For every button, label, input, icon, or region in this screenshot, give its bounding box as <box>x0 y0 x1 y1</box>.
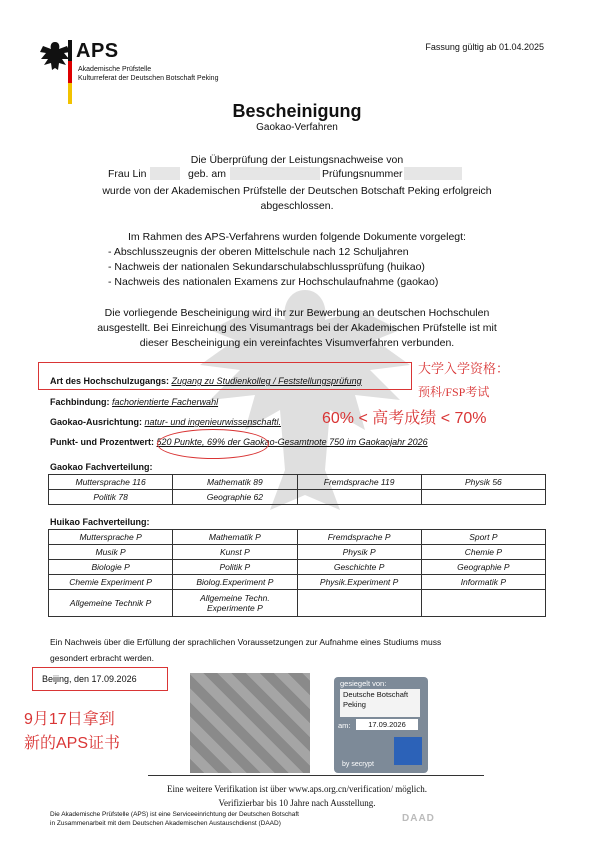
intro-line-4: abgeschlossen. <box>260 200 334 212</box>
gaokao-table <box>48 474 546 505</box>
table-row <box>49 490 546 505</box>
qr-code-blurred <box>190 673 310 773</box>
zugang-field <box>50 376 362 386</box>
table-cell: Mathematik P <box>173 530 297 545</box>
flag-stripes <box>68 40 72 104</box>
eagle-logo-icon <box>40 40 70 74</box>
ausrichtung-field <box>50 417 281 427</box>
fach-value: fachorientierte Facherwahl <box>112 397 219 407</box>
purpose-line-1: Die vorliegende Bescheinigung wird ihr zur Bewerbung an deutschen Hochschulen <box>104 307 490 319</box>
footer-org-note <box>50 810 299 828</box>
table-cell: Muttersprache P <box>49 530 173 545</box>
org-line-2: Kulturreferat der Deutschen Botschaft Peking <box>78 75 219 82</box>
table-cell: Geschichte P <box>297 560 421 575</box>
table-cell: Physik.Experiment P <box>297 575 421 590</box>
table-cell: Chemie Experiment P <box>49 575 173 590</box>
docs-intro: Im Rahmen des APS-Verfahrens wurden folgende Dokumente vorgelegt: <box>128 231 466 243</box>
fach-label: Fachbindung: <box>50 397 110 407</box>
intro-pruef: Prüfungsnummer <box>322 168 403 180</box>
document-title: Bescheinigung <box>232 101 362 121</box>
table-cell: Fremdsprache P <box>297 530 421 545</box>
intro-line-3: wurde von der Akademischen Prüfstelle der Deutschen Botschaft Peking erfolgreich <box>102 185 492 197</box>
annotation-note-2: 预科/FSP考试 <box>418 385 490 399</box>
intro-frau: Frau Lin <box>108 168 147 180</box>
footer-org-line-2: in Zusammenarbeit mit dem Deutschen Akademischen Austauschdienst (DAAD) <box>50 820 281 827</box>
footer-org-line-1: Die Akademische Prüfstelle (APS) ist eine Serviceeinrichtung der Deutschen Botschaft <box>50 811 299 818</box>
ausrichtung-label: Gaokao-Ausrichtung: <box>50 417 143 427</box>
table-row <box>49 575 546 590</box>
table-cell: Politik P <box>173 560 297 575</box>
footer-verification: Eine weitere Verifikation ist über www.aps.org.cn/verification/ möglich. <box>166 784 427 794</box>
docs-item-1: - Abschlusszeugnis der oberen Mittelschule nach 12 Schuljahren <box>108 246 409 258</box>
table-cell <box>297 490 421 505</box>
table-cell: Physik 56 <box>421 475 545 490</box>
zugang-value: Zugang zu Studienkolleg / Feststellungsprüfung <box>171 376 362 386</box>
gaokao-label: Gaokao Fachverteilung: <box>50 462 153 472</box>
document-subtitle: Gaokao-Verfahren <box>256 122 338 133</box>
footer-validity: Verifizierbar bis 10 Jahre nach Ausstellung. <box>218 798 376 808</box>
table-cell: Informatik P <box>421 575 545 590</box>
table-cell: Mathematik 89 <box>173 475 297 490</box>
docs-item-3: - Nachweis des nationalen Examens zur Hochschulaufnahme (gaokao) <box>108 276 439 288</box>
seal-by: by secrypt <box>342 761 374 768</box>
org-line-1: Akademische Prüfstelle <box>78 66 152 73</box>
annotation-note-5: 新的APS证书 <box>24 735 121 752</box>
redacted-birthdate <box>230 167 320 180</box>
docs-item-2: - Nachweis der nationalen Sekundarschulabschlussprüfung (huikao) <box>108 261 425 273</box>
sprach-line-2: gesondert erbracht werden. <box>50 653 154 663</box>
intro-geb: geb. am <box>188 168 226 180</box>
table-cell: Musik P <box>49 545 173 560</box>
daad-logo: DAAD <box>402 813 435 824</box>
annotation-note-4: 9月17日拿到 <box>24 711 115 728</box>
fach-field <box>50 397 218 407</box>
footer-divider <box>148 775 484 776</box>
version-date: Fassung gültig ab 01.04.2025 <box>425 42 544 52</box>
seal-org: Deutsche Botschaft Peking <box>340 689 420 717</box>
annotation-note-1: 大学入学资格： <box>418 361 510 376</box>
table-cell: Fremdsprache 119 <box>297 475 421 490</box>
table-cell: Allgemeine Technik P <box>49 590 173 617</box>
digital-seal <box>334 677 428 773</box>
table-cell: Kunst P <box>173 545 297 560</box>
place-date: Beijing, den 17.09.2026 <box>42 674 137 684</box>
table-cell: Politik 78 <box>49 490 173 505</box>
huikao-table <box>48 529 546 617</box>
table-row <box>49 560 546 575</box>
table-cell: Muttersprache 116 <box>49 475 173 490</box>
table-cell: Physik P <box>297 545 421 560</box>
seal-date: 17.09.2026 <box>356 719 418 730</box>
table-cell: Geographie 62 <box>173 490 297 505</box>
redacted-number <box>404 167 462 180</box>
zugang-label: Art des Hochschulzugangs: <box>50 376 170 386</box>
table-cell: Sport P <box>421 530 545 545</box>
punkte-highlight-ellipse <box>157 429 269 459</box>
purpose-line-3: dieser Bescheinigung ein vereinfachtes Visumverfahren verbunden. <box>139 337 455 349</box>
table-cell <box>421 490 545 505</box>
table-cell: Biologie P <box>49 560 173 575</box>
huikao-label: Huikao Fachverteilung: <box>50 517 150 527</box>
table-row <box>49 530 546 545</box>
sprach-line-1: Ein Nachweis über die Erfüllung der sprachlichen Voraussetzungen zur Aufnahme eines Studiums muss <box>50 637 442 647</box>
redacted-name <box>150 167 180 180</box>
table-cell <box>421 590 545 617</box>
table-row <box>49 475 546 490</box>
brand-name: APS <box>76 40 119 62</box>
ausrichtung-value: natur- und ingenieurwissenschaftl. <box>144 417 281 427</box>
seal-am: am: <box>338 721 351 730</box>
table-cell: Biolog.Experiment P <box>173 575 297 590</box>
intro-line-1: Die Überprüfung der Leistungsnachweise von <box>190 154 404 166</box>
punkte-label: Punkt- und Prozentwert: <box>50 437 154 447</box>
punkte-value: 520 Punkte, 69% der Gaokao-Gesamtnote 750 im Gaokaojahr 2026 <box>156 437 428 447</box>
annotation-note-3: 60% < 高考成绩 < 70% <box>322 410 487 427</box>
table-cell: Allgemeine Techn. Experimente P <box>173 590 297 617</box>
table-cell: Geographie P <box>421 560 545 575</box>
seal-label: gesiegelt von: <box>340 679 387 688</box>
table-cell: Chemie P <box>421 545 545 560</box>
table-row <box>49 590 546 617</box>
table-cell <box>297 590 421 617</box>
seal-blue-block <box>394 737 422 765</box>
purpose-line-2: ausgestellt. Bei Einreichung des Visumantrags bei der Akademischen Prüfstelle ist mit <box>97 322 497 334</box>
table-row <box>49 545 546 560</box>
